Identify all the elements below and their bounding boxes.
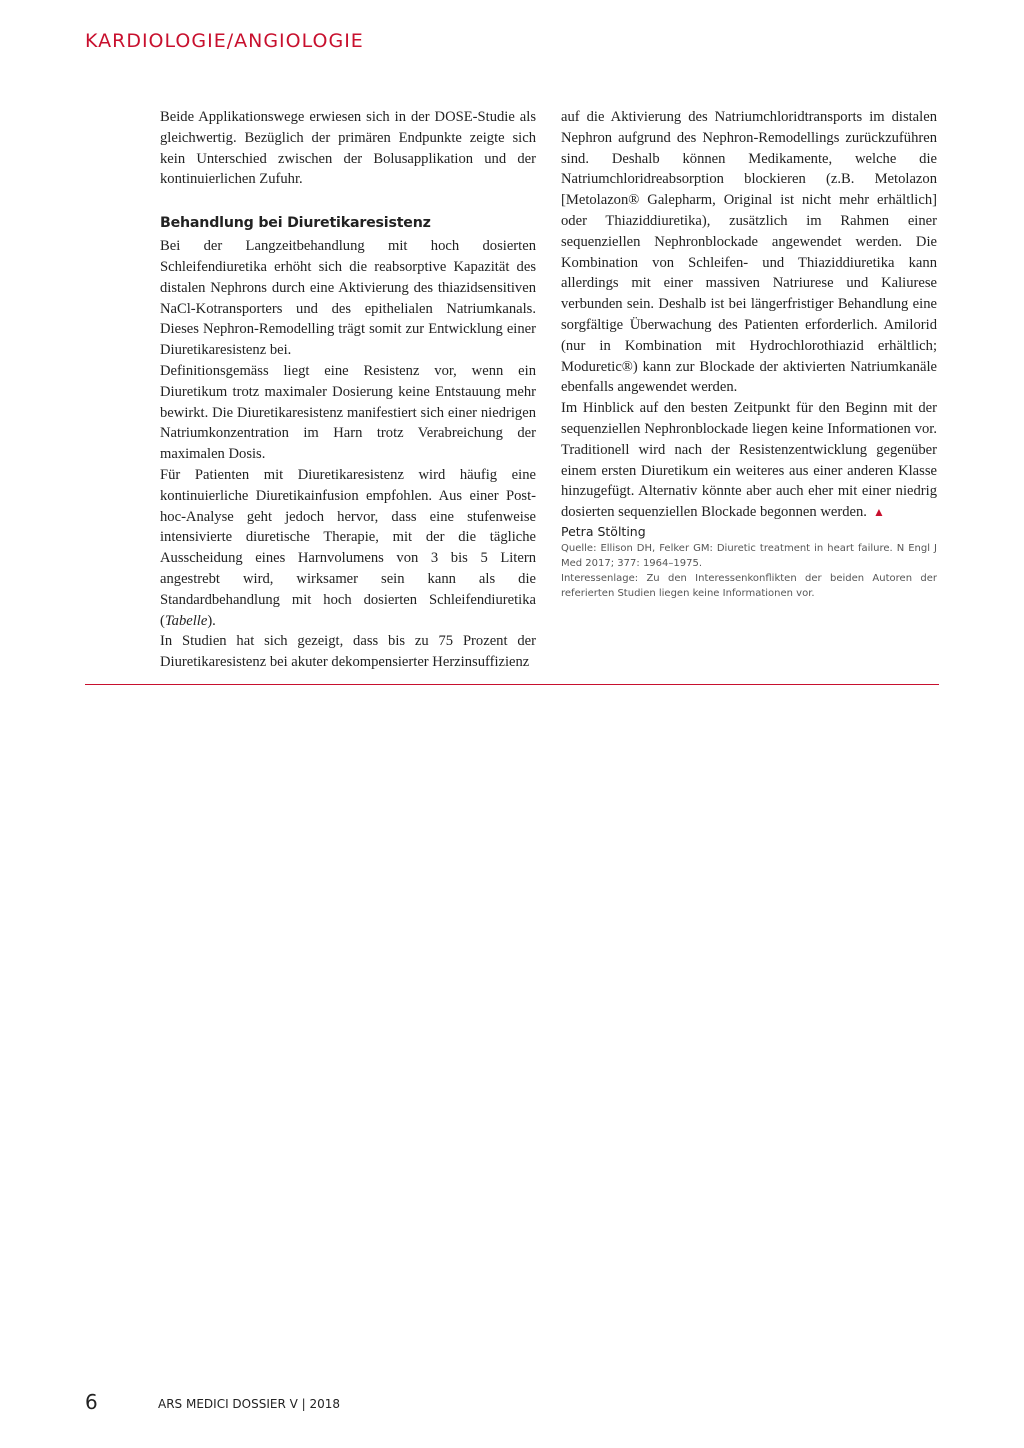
section-header: KARDIOLOGIE/ANGIOLOGIE xyxy=(85,30,364,52)
page-number: 6 xyxy=(85,1390,98,1414)
body-paragraph: Definitionsgemäss liegt eine Resistenz vor, wenn ein Diuretikum trotz maximaler Dosierung keine Entstauung mehr bewirkt. Die Diuretikaresistenz manifestiert sich einer niedrigen Natriumkonzentration im Harn trotz Verabreichung der maximalen Dosis. xyxy=(160,362,536,463)
body-paragraph: Beide Applikationswege erwiesen sich in der DOSE-Studie als gleichwertig. Bezüglich der primären Endpunkte zeigte sich kein Unterschied zwischen der Bolusapplikation und der kontinuierlichen Zufuhr. xyxy=(160,109,536,188)
paragraph-text: Im Hinblick auf den besten Zeitpunkt für den Beginn mit der sequenziellen Nephronblockade liegen keine Informationen vor. Traditionell wird nach der Resistenzentwicklung gegenüber einem ersten Diuretikum ein weiteres aus einer anderen Klasse hinzugefügt. Alternativ könnte aber auch eher mit einer niedrig dosierten sequenziellen Blockade begonnen werden. xyxy=(561,400,937,521)
right-column xyxy=(561,107,937,601)
author-name: Petra Stölting xyxy=(561,523,646,539)
journal-title: ARS MEDICI DOSSIER V | 2018 xyxy=(158,1397,341,1411)
body-paragraph: In Studien hat sich gezeigt, dass bis zu 75 Prozent der Diuretikaresistenz bei akuter dekompensierter Herzinsuffizienz xyxy=(160,633,536,671)
subheading: Behandlung bei Diuretikaresistenz xyxy=(160,215,431,232)
paragraph-text: ). xyxy=(207,612,216,629)
body-paragraph xyxy=(561,398,937,523)
divider-line xyxy=(85,684,939,685)
table-reference: Tabelle xyxy=(164,612,208,629)
body-paragraph: auf die Aktivierung des Natriumchloridtransports im distalen Nephron aufgrund des Nephron-Remodellings zurückzuführen sind. Deshalb können Medikamente, welche die Natriumchloridreabsorption blockieren (z.B. Metolazon [Metolazon® Galepharm, Original ist nicht mehr erhältlich] oder Thiaziddiuretika), zusätzlich im Rahmen einer sequenziellen Nephronblockade angewendet werden. Die Kombination von Schleifen- und Thiaziddiuretika kann allerdings mit einer massiven Natriurese und Kaliurese verbunden sein. Deshalb ist bei längerfristiger Behandlung eine sorgfältige Überwachung des Patienten erforderlich. Amilorid (nur in Kombination mit Hydrochlorothiazid erhältlich; Moduretic®) kann zur Blockade der aktivierten Natriumkanäle ebenfalls angewendet werden. xyxy=(561,109,937,396)
left-column xyxy=(160,107,536,673)
interest-statement: Interessenlage: Zu den Interessenkonflikten der beiden Autoren der referierten Studien liegen keine Informationen vor. xyxy=(561,572,937,599)
end-triangle-icon: ▲ xyxy=(872,505,885,520)
paragraph-text: Für Patienten mit Diuretikaresistenz wird häufig eine kontinuierliche Diuretikainfusion empfohlen. Aus einer Post-hoc-Analyse geht jedoch hervor, dass eine stufenweise intensivierte diuretische Therapie, mit der die tägliche Ausscheidung eines Harnvolumens von 3 bis 5 Litern angestrebt wird, wirksamer sein kann als die Standardbehandlung mit hoch dosierten Schleifendiuretika ( xyxy=(160,466,536,629)
body-paragraph: Bei der Langzeitbehandlung mit hoch dosierten Schleifendiuretika erhöht sich die reabsorptive Kapazität des distalen Nephrons durch eine Aktivierung des thiazidsensitiven NaCl-Kotransporters und des epithelialen Natriumkanals. Dieses Nephron-Remodelling trägt somit zur Entwicklung einer Diuretikaresistenz bei. xyxy=(160,238,536,359)
source-citation: Quelle: Ellison DH, Felker GM: Diuretic treatment in heart failure. N Engl J Med 2017; 377: 1964–1975. xyxy=(561,542,937,569)
body-paragraph xyxy=(160,465,536,631)
